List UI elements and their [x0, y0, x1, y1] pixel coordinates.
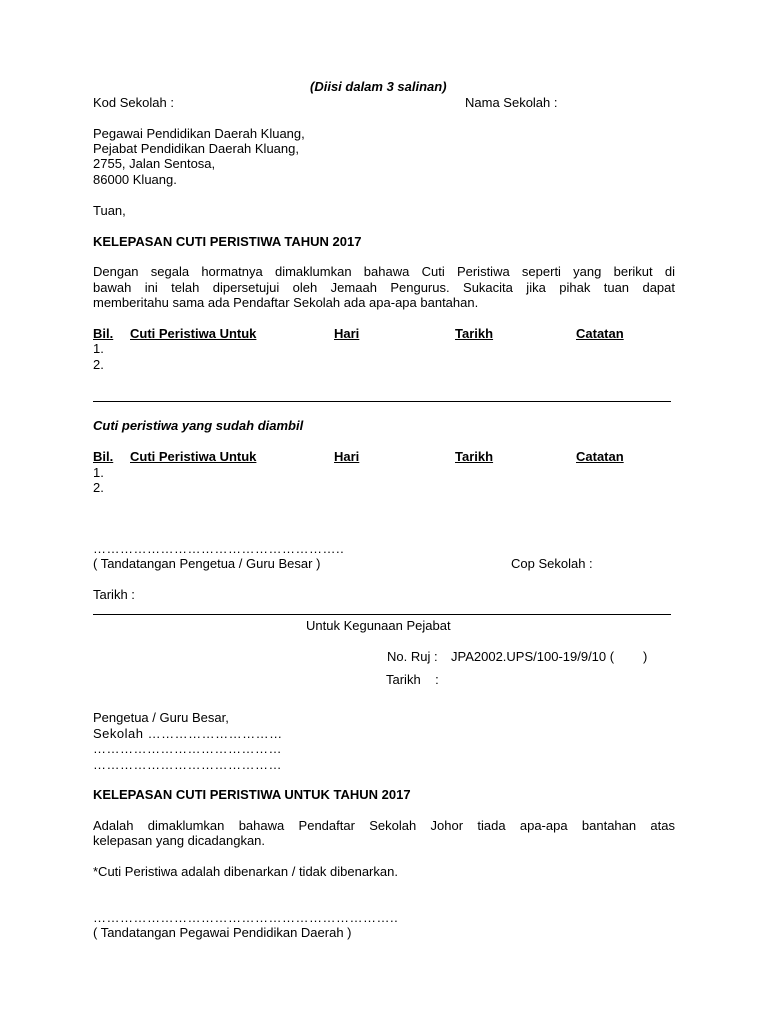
- table-header-notes: Catatan: [576, 326, 624, 341]
- subject-heading-1: KELEPASAN CUTI PERISTIWA TAHUN 2017: [93, 234, 362, 249]
- table-row: 1.: [93, 465, 104, 480]
- paragraph-line: bawah ini telah dipersetujui oleh Jemaah Pengurus. Sukacita jika pihak tuan dapat: [93, 280, 675, 295]
- recipient-line: Pengetua / Guru Besar,: [93, 710, 229, 725]
- table-row: 2.: [93, 480, 104, 495]
- recipient-line: ……………………………………: [93, 757, 282, 772]
- reference-label: No. Ruj :: [387, 649, 438, 664]
- school-stamp-label: Cop Sekolah :: [511, 556, 593, 571]
- school-code-label: Kod Sekolah :: [93, 95, 174, 110]
- signature-label-principal: ( Tandatangan Pengetua / Guru Besar ): [93, 556, 321, 571]
- signature-line-officer: …………………………………………………………..: [93, 910, 399, 925]
- table-header-date: Tarikh: [455, 449, 494, 464]
- office-date-label: Tarikh :: [386, 672, 439, 687]
- reference-value: JPA2002.UPS/100-19/9/10 ( ): [451, 649, 648, 664]
- table-header-date: Tarikh: [455, 326, 494, 341]
- address-line: 86000 Kluang.: [93, 172, 177, 187]
- table-header-day: Hari: [334, 449, 360, 464]
- table-row: 2.: [93, 357, 104, 372]
- table-header-bil: Bil.: [93, 326, 114, 341]
- copies-note: (Diisi dalam 3 salinan): [310, 79, 447, 94]
- address-line: Pegawai Pendidikan Daerah Kluang,: [93, 126, 305, 141]
- table-header-bil: Bil.: [93, 449, 114, 464]
- divider-line: [93, 401, 671, 402]
- approval-note: *Cuti Peristiwa adalah dibenarkan / tidak dibenarkan.: [93, 864, 398, 879]
- salutation: Tuan,: [93, 203, 126, 218]
- table-header-leave-for: Cuti Peristiwa Untuk: [130, 449, 257, 464]
- address-line: 2755, Jalan Sentosa,: [93, 156, 216, 171]
- paragraph-line: Dengan segala hormatnya dimaklumkan bahawa Cuti Peristiwa seperti yang berikut di: [93, 264, 675, 279]
- address-line: Pejabat Pendidikan Daerah Kluang,: [93, 141, 299, 156]
- paragraph-line: Adalah dimaklumkan bahawa Pendaftar Sekolah Johor tiada apa-apa bantahan atas: [93, 818, 675, 833]
- section-2-title: Cuti peristiwa yang sudah diambil: [93, 418, 304, 433]
- paragraph-line: kelepasan yang dicadangkan.: [93, 833, 266, 848]
- signature-label-officer: ( Tandatangan Pegawai Pendidikan Daerah ): [93, 925, 352, 940]
- signature-line-principal: ………………………………………………..: [93, 541, 345, 556]
- table-header-day: Hari: [334, 326, 360, 341]
- date-label: Tarikh :: [93, 587, 135, 602]
- table-header-leave-for: Cuti Peristiwa Untuk: [130, 326, 257, 341]
- recipient-line: ……………………………………: [93, 741, 282, 756]
- divider-line: [93, 614, 671, 615]
- table-header-notes: Catatan: [576, 449, 624, 464]
- paragraph-line: memberitahu sama ada Pendaftar Sekolah ada apa-apa bantahan.: [93, 295, 479, 310]
- subject-heading-2: KELEPASAN CUTI PERISTIWA UNTUK TAHUN 2017: [93, 787, 411, 802]
- recipient-line: Sekolah …………………………: [93, 726, 283, 741]
- office-use-title: Untuk Kegunaan Pejabat: [306, 618, 451, 633]
- school-name-label: Nama Sekolah :: [465, 95, 558, 110]
- table-row: 1.: [93, 341, 104, 356]
